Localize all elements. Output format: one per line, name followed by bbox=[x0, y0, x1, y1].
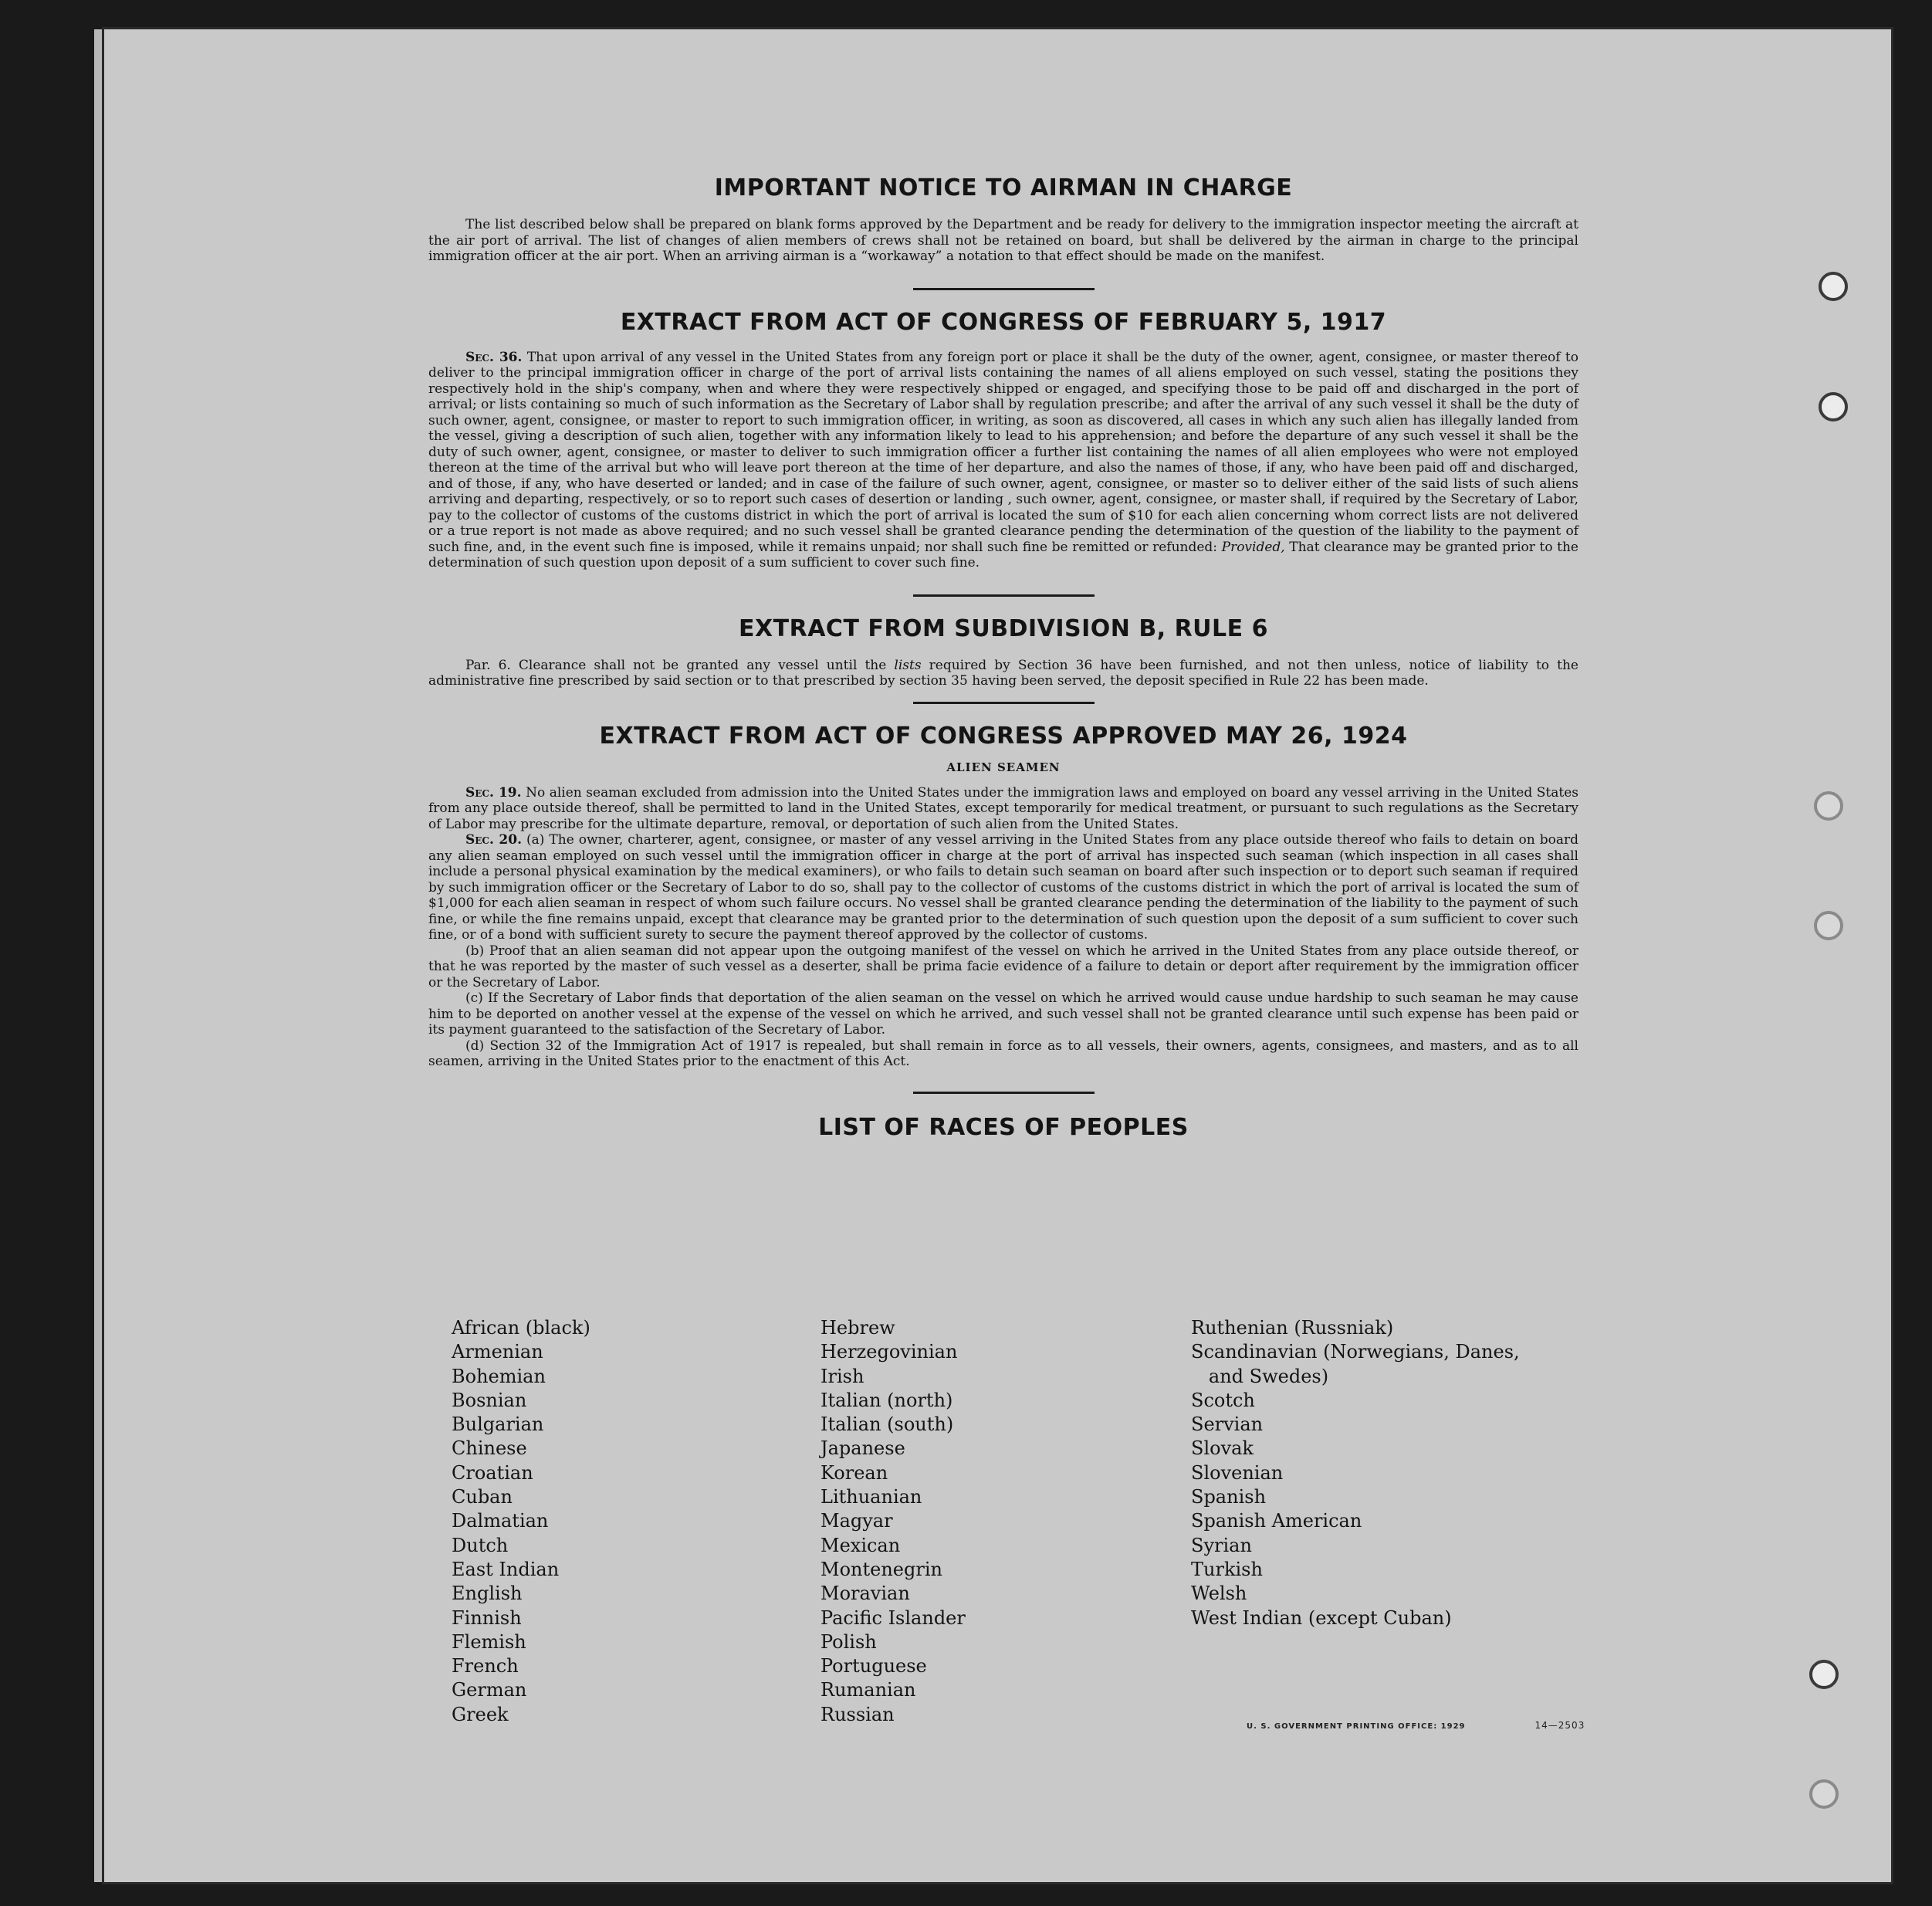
act-1917-sec36 bbox=[428, 350, 1578, 571]
binder-hole bbox=[1814, 791, 1843, 821]
sec20a-text: (a) The owner, charterer, agent, consignee, or master of any vessel arriving in the United States from any place outside thereof who fails to detain on board any alien seaman employed on such vessel until the immigration officer in charge at the port of arrival has inspected such seaman (which inspection in all cases shall include a personal physical examination by the medical examiners), or who fails to detain such seaman on board after such inspection or to deport such seaman if required by such immigration officer or the Secretary of Labor to do so, shall pay to the collector of customs of the customs district in which the port of arrival is located the sum of $1,000 for each alien seaman in respect of whom such failure occurs. No vessel shall be granted clearance pending the determination of the liability to the payment of such fine, or while the fine remains unpaid, except that clearance may be granted prior to the determination of such question upon the deposit of a sum sufficient to cover such fine, or of a bond with sufficient surety to secure the payment thereof approved by the collector of customs. bbox=[428, 832, 1578, 943]
race-item: Scotch bbox=[1191, 1389, 1255, 1411]
sec19-text: No alien seaman excluded from admission into the United States under the immigration laws and employed on board any vessel arriving in the United States from any place outside thereof, shall be permitted to land in the United States, except temporarily for medical treatment, or pursuant to such regulations as the Secretary of Labor may prescribe for the ultimate departure, removal, or deportation of such alien from the United States. bbox=[428, 784, 1579, 832]
race-item: Japanese bbox=[821, 1437, 905, 1460]
act-1924-sec20a bbox=[428, 832, 1578, 943]
race-item: Bosnian bbox=[452, 1389, 527, 1411]
race-item: Rumanian bbox=[821, 1679, 916, 1701]
sec19-label: Sec. 19. bbox=[465, 784, 522, 801]
sec36-text: That upon arrival of any vessel in the United States from any foreign port or place it shall be the duty of the owner, agent, consignee, or master thereof to deliver to the principal immigration officer in charge of the port of arrival lists containing the names of all aliens employed on such vessel, stating the positions they respectively hold in the ship's company, when and where they were respectively shipped or engaged, and specifying those to be paid off and discharged in the port of arrival; or lists containing so much of such information as the Secretary of Labor shall by regulation prescribe; and after the arrival of any such vessel it shall be the duty of such owner, agent, consignee, or master to report to such immigration officer, in writing, as soon as discovered, all cases in which any such alien has illegally landed from the vessel, giving a description of such alien, together with any information likely to lead to his apprehension; and before the departure of any such vessel it shall be the duty of such owner, agent, consignee, or master to deliver to such immigration officer a further list containing the names of all alien employees who were not employed thereon at the time of the arrival but who will leave port thereon at the time of her departure, and also the names of those, if any, who have been paid off and discharged, and of those, if any, who have deserted or landed; and in case of the failure of such owner, agent, consignee, or master so to deliver either of the said lists of such aliens arriving and departing, respectively, or so to report such cases of desertion or landing , such owner, agent, consignee, or master shall, if required by the Secretary of Labor, pay to the collector of customs of the customs district in which the port of arrival is located the sum of $10 for each alien concerning whom correct lists are not delivered or a true report is not made as above required; and no such vessel shall be granted clearance pending the determination of the question of the liability to the payment of such fine, and, in the event such fine is imposed, while it remains unpaid; nor shall such fine be remitted or refunded: bbox=[428, 349, 1579, 555]
race-item: Greek bbox=[452, 1703, 509, 1725]
printer-imprint: U. S. GOVERNMENT PRINTING OFFICE: 1929 bbox=[1247, 1722, 1466, 1731]
binder-hole bbox=[1809, 1779, 1839, 1809]
race-item: Korean bbox=[821, 1461, 888, 1484]
rule-6-text-b: required by Section 36 have been furnished, and not then unless, notice of liability to the administrative fine prescribed by said section or to that prescribed by section 35 having been served, the deposit specified in Rule 22 has been made. bbox=[428, 657, 1578, 689]
race-item: English bbox=[452, 1583, 523, 1605]
race-item: Bohemian bbox=[452, 1365, 546, 1387]
provided-word: Provided, bbox=[1221, 539, 1285, 555]
race-item: Polish bbox=[821, 1630, 877, 1653]
race-item: Hebrew bbox=[821, 1317, 895, 1339]
race-item: Scandinavian (Norwegians, Danes, bbox=[1191, 1341, 1520, 1363]
notice-text: The list described below shall be prepared on blank forms approved by the Department and be ready for delivery to the immigration inspector meeting the aircraft at the air port of arrival. The list of changes of alien members of crews shall not be retained on board, but shall be delivered by the airman in charge to the principal immigration officer at the air port. When an arriving airman is a “workaway” a notation to that effect should be made on the manifest. bbox=[428, 217, 1578, 264]
race-item: and Swedes) bbox=[1191, 1365, 1329, 1387]
race-item: Welsh bbox=[1191, 1583, 1247, 1605]
document-body bbox=[428, 154, 1578, 1141]
race-item: Irish bbox=[821, 1365, 864, 1387]
race-item: Moravian bbox=[821, 1583, 910, 1605]
race-item: Bulgarian bbox=[452, 1413, 544, 1436]
rule-6-text bbox=[428, 658, 1578, 689]
race-item: Flemish bbox=[452, 1630, 526, 1653]
act-1917-title: EXTRACT FROM ACT OF CONGRESS OF FEBRUARY 5, 1917 bbox=[620, 308, 1387, 336]
race-item: Lithuanian bbox=[821, 1486, 922, 1508]
race-item: Ruthenian (Russniak) bbox=[1191, 1317, 1394, 1339]
race-item: Dutch bbox=[452, 1534, 509, 1556]
race-item: Spanish bbox=[1191, 1486, 1267, 1508]
act-1924-title: EXTRACT FROM ACT OF CONGRESS APPROVED MAY 26, 1924 bbox=[599, 722, 1408, 750]
race-item: Portuguese bbox=[821, 1655, 927, 1677]
rule-6-title: EXTRACT FROM SUBDIVISION B, RULE 6 bbox=[739, 614, 1268, 642]
race-item: Cuban bbox=[452, 1486, 513, 1508]
race-item: Italian (south) bbox=[821, 1413, 954, 1436]
binder-hole bbox=[1814, 911, 1843, 940]
race-item: Spanish American bbox=[1191, 1510, 1362, 1532]
sec20-label: Sec. 20. bbox=[465, 832, 522, 848]
race-item: East Indian bbox=[452, 1558, 560, 1580]
act-1924-sec20d: (d) Section 32 of the Immigration Act of 1917 is repealed, but shall remain in force as to all vessels, their owners, agents, consignees, and masters, and as to all seamen, arriving in the United States prior to the enactment of this Act. bbox=[428, 1038, 1578, 1069]
race-item: Slovak bbox=[1191, 1437, 1254, 1460]
notice-title: IMPORTANT NOTICE TO AIRMAN IN CHARGE bbox=[714, 174, 1293, 201]
form-number: 14—2503 bbox=[1534, 1720, 1585, 1731]
binder-hole bbox=[1809, 1660, 1839, 1689]
sec36-label: Sec. 36. bbox=[465, 349, 523, 365]
rule-6-text-a: Par. 6. Clearance shall not be granted any vessel until the bbox=[465, 657, 887, 673]
race-item: Armenian bbox=[452, 1341, 543, 1363]
race-item: West Indian (except Cuban) bbox=[1191, 1606, 1452, 1629]
alien-seamen-subtitle: ALIEN SEAMEN bbox=[946, 760, 1061, 774]
race-item: Magyar bbox=[821, 1510, 893, 1532]
act-1924-sec19 bbox=[428, 785, 1578, 833]
race-item: Mexican bbox=[821, 1534, 901, 1556]
race-item: German bbox=[452, 1679, 527, 1701]
act-1924-sec20b: (b) Proof that an alien seaman did not appear upon the outgoing manifest of the vessel on which he arrived in the United States from any place outside thereof, or that he was reported by the master of such vessel as a deserter, shall be prima facie evidence of a failure to detain or deport after requirement by the immigration officer or the Secretary of Labor. bbox=[428, 943, 1578, 990]
race-item: Slovenian bbox=[1191, 1461, 1284, 1484]
sec36-text-end: That clearance may be granted prior to the determination of such question upon deposit of a sum sufficient to cover such fine. bbox=[428, 539, 1578, 570]
section-divider bbox=[913, 594, 1095, 597]
binder-hole bbox=[1819, 392, 1848, 421]
races-title: LIST OF RACES OF PEOPLES bbox=[818, 1113, 1189, 1141]
race-item: African (black) bbox=[452, 1317, 590, 1339]
race-item: Montenegrin bbox=[821, 1558, 942, 1580]
races-column-2 bbox=[821, 1316, 966, 1727]
section-divider bbox=[913, 702, 1095, 704]
race-item: Croatian bbox=[452, 1461, 533, 1484]
section-divider bbox=[913, 288, 1095, 290]
races-column-3 bbox=[1191, 1316, 1520, 1630]
race-item: Syrian bbox=[1191, 1534, 1252, 1556]
lists-word: lists bbox=[894, 657, 922, 673]
race-item: Russian bbox=[821, 1703, 895, 1725]
section-divider bbox=[913, 1092, 1095, 1094]
race-item: Dalmatian bbox=[452, 1510, 549, 1532]
race-item: Italian (north) bbox=[821, 1389, 953, 1411]
race-item: Turkish bbox=[1191, 1558, 1263, 1580]
race-item: Finnish bbox=[452, 1606, 522, 1629]
race-item: Chinese bbox=[452, 1437, 527, 1460]
race-item: French bbox=[452, 1655, 519, 1677]
act-1924-sec20c: (c) If the Secretary of Labor finds that deportation of the alien seaman on the vessel on which he arrived would cause undue hardship to such seaman he may cause him to be deported on another vessel at the expense of the vessel on which he arrived, and such vessel shall not be granted clearance until such expense has been paid or its payment guaranteed to the satisfaction of the Secretary of Labor. bbox=[428, 990, 1578, 1038]
races-column-1 bbox=[452, 1316, 590, 1727]
printer-footer bbox=[1247, 1720, 1585, 1731]
race-item: Pacific Islander bbox=[821, 1606, 966, 1629]
race-item: Servian bbox=[1191, 1413, 1264, 1436]
binder-hole bbox=[1819, 272, 1848, 301]
race-item: Herzegovinian bbox=[821, 1341, 958, 1363]
